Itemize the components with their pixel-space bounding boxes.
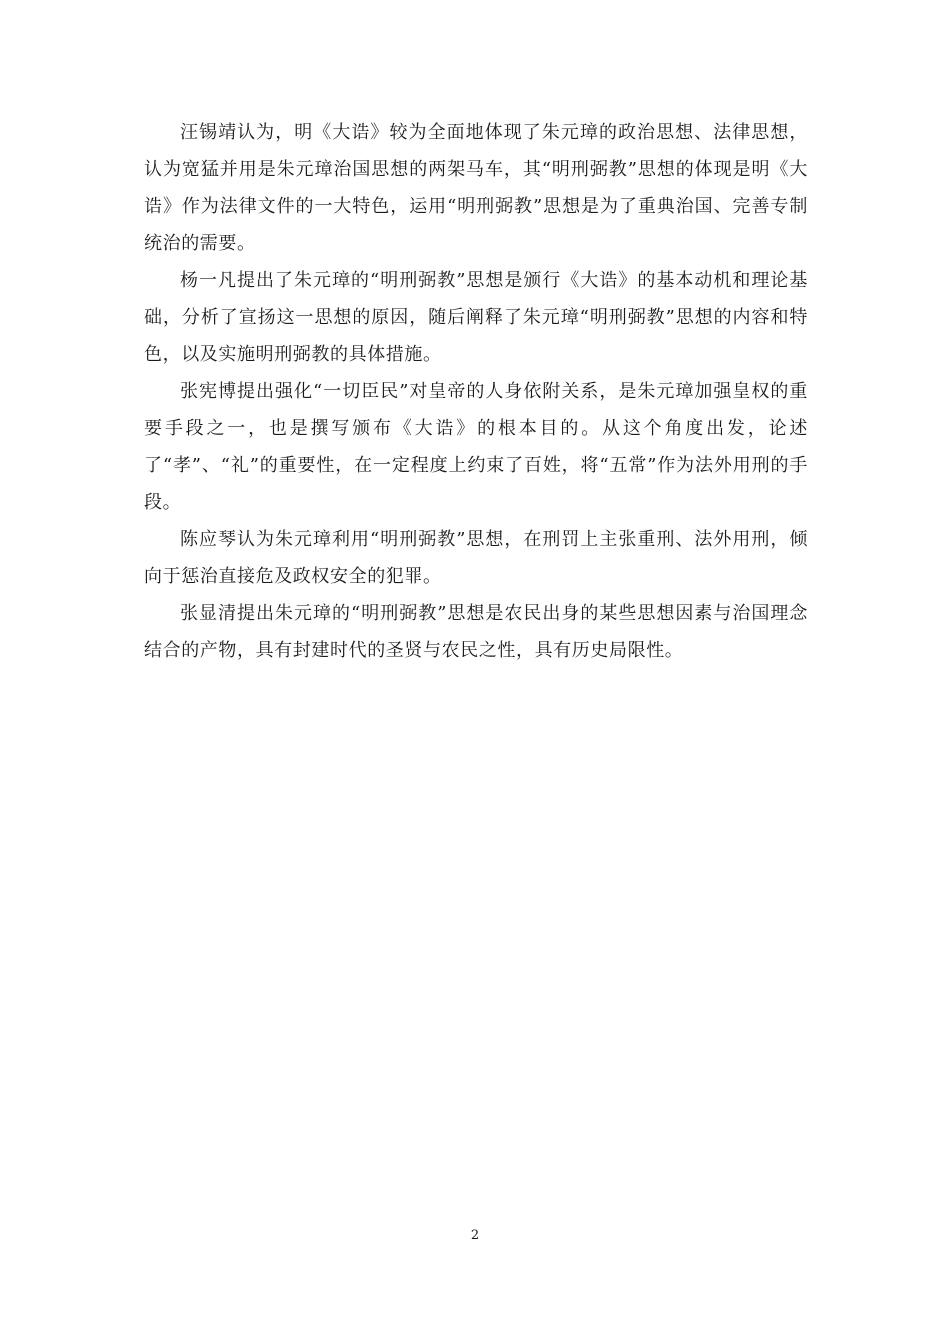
- paragraph-zhang-xianqing: 张显清提出朱元璋的“明刑弼教”思想是农民出身的某些思想因素与治国理念结合的产物，具有封建时代的圣贤与农民之性，具有历史局限性。: [144, 603, 808, 661]
- body-text: [144, 114, 808, 669]
- paragraph-chen-yingqin: 陈应琴认为朱元璋利用“明刑弼教”思想，在刑罚上主张重刑、法外用刑，倾向于惩治直接危及政权安全的犯罪。: [144, 529, 808, 587]
- paragraph-wang-xijing: 汪锡靖认为，明《大诰》较为全面地体现了朱元璋的政治思想、法律思想，认为宽猛并用是朱元璋治国思想的两架马车，其“明刑弼教”思想的体现是明《大诰》作为法律文件的一大特色，运用“明刑弼教”思想是为了重典治国、完善专制统治的需要。: [144, 122, 808, 254]
- paragraph-zhang-xianbo: 张宪博提出强化“一切臣民”对皇帝的人身依附关系，是朱元璋加强皇权的重要手段之一，也是撰写颁布《大诰》的根本目的。从这个角度出发，论述了“孝”、“礼”的重要性，在一定程度上约束了百姓，将“五常”作为法外用刑的手段。: [144, 381, 808, 513]
- paragraph-yang-yifan: 杨一凡提出了朱元璋的“明刑弼教”思想是颁行《大诰》的基本动机和理论基础，分析了宣扬这一思想的原因，随后阐释了朱元璋“明刑弼教”思想的内容和特色，以及实施明刑弼教的具体措施。: [144, 270, 808, 365]
- page-number: 2: [470, 1228, 480, 1243]
